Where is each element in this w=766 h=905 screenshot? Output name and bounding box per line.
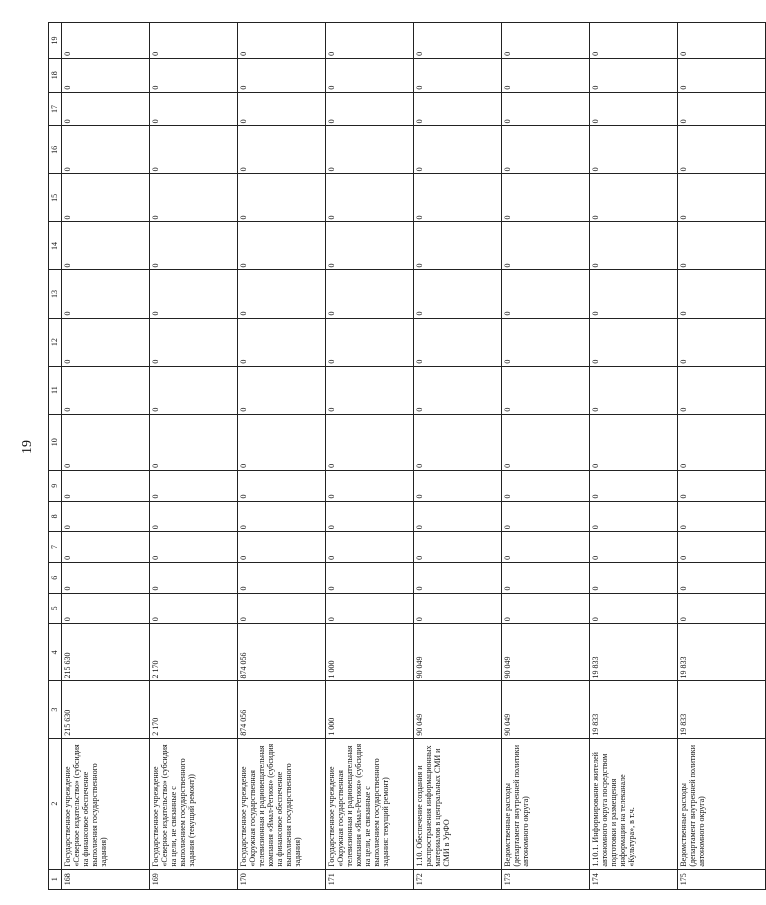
value-cell: 0 [62,562,150,593]
value-cell: 0 [238,270,326,318]
value-cell: 0 [678,58,766,92]
value-cell: 0 [326,532,414,563]
row-name-cell: 1.10.1. Информирование жителей автономного округа посредством подготовки и размещения информации на телеканале «Культура», в т.ч. [590,738,678,869]
value-cell: 0 [678,501,766,532]
value-cell: 0 [590,318,678,366]
table-row [238,23,326,890]
value-cell: 0 [150,470,238,501]
value-cell: 0 [414,58,502,92]
value-cell: 0 [414,174,502,222]
value-cell: 0 [326,222,414,270]
value-cell: 0 [238,222,326,270]
table-row [150,23,238,890]
value-cell: 0 [62,126,150,174]
column-header: 8 [49,501,62,532]
value-cell: 0 [414,532,502,563]
value-cell: 0 [414,414,502,470]
value-cell: 0 [678,126,766,174]
column-header: 14 [49,222,62,270]
value-cell: 0 [414,222,502,270]
value-cell: 0 [238,366,326,414]
rotated-table-container [48,22,766,890]
value-cell: 0 [414,92,502,126]
value-cell: 0 [502,562,590,593]
value-cell: 0 [238,593,326,624]
page-number: 19 [20,440,35,454]
row-number-cell: 169 [150,869,238,889]
value-cell: 0 [502,366,590,414]
value-cell: 0 [502,532,590,563]
value-cell: 0 [678,23,766,59]
value-cell: 0 [414,366,502,414]
value-cell: 0 [502,270,590,318]
value-cell: 0 [590,470,678,501]
value-cell: 0 [238,23,326,59]
column-header: 17 [49,92,62,126]
value-cell: 0 [150,270,238,318]
value-cell: 0 [590,126,678,174]
value-cell: 0 [150,562,238,593]
column-header: 4 [49,624,62,681]
column-header: 2 [49,738,62,869]
row-name-cell: Ведомственные расходы (департамент внутренней политики автономного округа) [502,738,590,869]
value-cell: 0 [150,501,238,532]
value-cell: 0 [238,126,326,174]
value-cell: 0 [502,414,590,470]
row-number-cell: 171 [326,869,414,889]
value-cell: 0 [502,23,590,59]
header-row [49,23,62,890]
value-cell: 0 [414,23,502,59]
value-cell: 0 [326,366,414,414]
value-cell: 0 [62,532,150,563]
value-cell: 0 [414,593,502,624]
value-cell: 0 [326,23,414,59]
value-cell: 0 [62,222,150,270]
row-number-cell: 174 [590,869,678,889]
row-name-cell: Ведомственные расходы (департамент внутренней политики автономного округа) [678,738,766,869]
budget-table [48,22,766,890]
column-header: 12 [49,318,62,366]
value-cell: 0 [238,470,326,501]
value-cell: 0 [678,532,766,563]
value-cell: 0 [326,318,414,366]
value-cell: 2 170 [150,624,238,681]
value-cell: 0 [678,562,766,593]
value-cell: 0 [678,366,766,414]
value-cell: 0 [326,126,414,174]
value-cell: 0 [326,270,414,318]
value-cell: 874 056 [238,624,326,681]
value-cell: 0 [326,414,414,470]
value-cell: 0 [590,222,678,270]
value-cell: 0 [678,470,766,501]
value-cell: 0 [590,501,678,532]
column-header: 11 [49,366,62,414]
value-cell: 0 [502,501,590,532]
value-cell: 0 [502,92,590,126]
value-cell: 0 [326,174,414,222]
value-cell: 0 [502,174,590,222]
row-number-cell: 170 [238,869,326,889]
value-cell: 0 [414,501,502,532]
value-cell: 90 049 [414,681,502,738]
value-cell: 0 [150,23,238,59]
row-name-cell: Государственное учреждение «Северное издательство» (субсидия на цели, не связанные с выполнением государственного задания (текущий ремонт)) [150,738,238,869]
value-cell: 0 [414,562,502,593]
value-cell: 0 [590,174,678,222]
value-cell: 0 [62,593,150,624]
table-row [62,23,150,890]
value-cell: 0 [238,58,326,92]
value-cell: 0 [590,92,678,126]
value-cell: 0 [326,562,414,593]
value-cell: 0 [150,532,238,563]
value-cell: 0 [678,92,766,126]
value-cell: 0 [590,58,678,92]
table-row [678,23,766,890]
row-number-cell: 175 [678,869,766,889]
value-cell: 0 [326,470,414,501]
table-row [502,23,590,890]
value-cell: 0 [678,318,766,366]
value-cell: 0 [150,174,238,222]
value-cell: 0 [678,414,766,470]
value-cell: 0 [326,593,414,624]
column-header: 7 [49,532,62,563]
column-header: 13 [49,270,62,318]
value-cell: 19 833 [590,624,678,681]
value-cell: 0 [150,92,238,126]
value-cell: 874 056 [238,681,326,738]
value-cell: 0 [238,532,326,563]
value-cell: 0 [62,174,150,222]
value-cell: 0 [590,23,678,59]
value-cell: 0 [502,593,590,624]
value-cell: 0 [238,414,326,470]
value-cell: 0 [62,470,150,501]
value-cell: 19 833 [590,681,678,738]
value-cell: 90 049 [502,681,590,738]
value-cell: 0 [502,222,590,270]
row-name-cell: 1.10. Обеспечение создания и распространения информационных материалов в центральных СМИ и СМИ в УрФО [414,738,502,869]
value-cell: 0 [62,270,150,318]
value-cell: 0 [150,318,238,366]
value-cell: 0 [678,222,766,270]
value-cell: 0 [414,270,502,318]
row-number-cell: 173 [502,869,590,889]
value-cell: 2 170 [150,681,238,738]
value-cell: 0 [326,501,414,532]
value-cell: 0 [414,126,502,174]
value-cell: 0 [238,562,326,593]
row-number-cell: 168 [62,869,150,889]
value-cell: 0 [150,222,238,270]
value-cell: 0 [238,174,326,222]
value-cell: 0 [150,366,238,414]
column-header: 10 [49,414,62,470]
value-cell: 1 000 [326,624,414,681]
value-cell: 0 [502,470,590,501]
value-cell: 0 [590,593,678,624]
value-cell: 0 [238,318,326,366]
value-cell: 19 833 [678,681,766,738]
column-header: 9 [49,470,62,501]
value-cell: 0 [414,470,502,501]
table-row [414,23,502,890]
value-cell: 0 [678,593,766,624]
value-cell: 0 [678,174,766,222]
column-header: 1 [49,869,62,889]
value-cell: 0 [590,270,678,318]
value-cell: 0 [678,270,766,318]
table-row [590,23,678,890]
value-cell: 0 [502,58,590,92]
value-cell: 215 630 [62,681,150,738]
column-header: 16 [49,126,62,174]
row-number-cell: 172 [414,869,502,889]
value-cell: 0 [590,366,678,414]
value-cell: 0 [590,414,678,470]
value-cell: 0 [62,414,150,470]
value-cell: 0 [502,126,590,174]
value-cell: 0 [62,318,150,366]
value-cell: 90 049 [414,624,502,681]
value-cell: 0 [150,414,238,470]
value-cell: 0 [62,366,150,414]
value-cell: 0 [326,92,414,126]
column-header: 3 [49,681,62,738]
value-cell: 0 [62,58,150,92]
value-cell: 90 049 [502,624,590,681]
column-header: 6 [49,562,62,593]
row-name-cell: Государственное учреждение «Северное издательство» (субсидия на финансовое обеспечение выполнения государственного задания) [62,738,150,869]
value-cell: 0 [590,562,678,593]
value-cell: 19 833 [678,624,766,681]
value-cell: 0 [590,532,678,563]
column-header: 5 [49,593,62,624]
table-row [326,23,414,890]
value-cell: 0 [150,58,238,92]
value-cell: 0 [62,501,150,532]
column-header: 19 [49,23,62,59]
value-cell: 0 [238,501,326,532]
value-cell: 0 [326,58,414,92]
value-cell: 0 [414,318,502,366]
value-cell: 1 000 [326,681,414,738]
value-cell: 0 [62,23,150,59]
column-header: 18 [49,58,62,92]
row-name-cell: Государственное учреждение «Окружная государственная телевизионная и радиовещательная компания «Ямал-Регион» (субсидия на цели, не связанные с выполнением государственного задания: текущий ремонт) [326,738,414,869]
value-cell: 215 630 [62,624,150,681]
value-cell: 0 [62,92,150,126]
value-cell: 0 [238,92,326,126]
column-header: 15 [49,174,62,222]
value-cell: 0 [150,126,238,174]
value-cell: 0 [150,593,238,624]
value-cell: 0 [502,318,590,366]
row-name-cell: Государственное учреждение «Окружная государственная телевизионная и радиовещательная компания «Ямал-Регион» (субсидия на финансовое обеспечение выполнения государственного задания) [238,738,326,869]
